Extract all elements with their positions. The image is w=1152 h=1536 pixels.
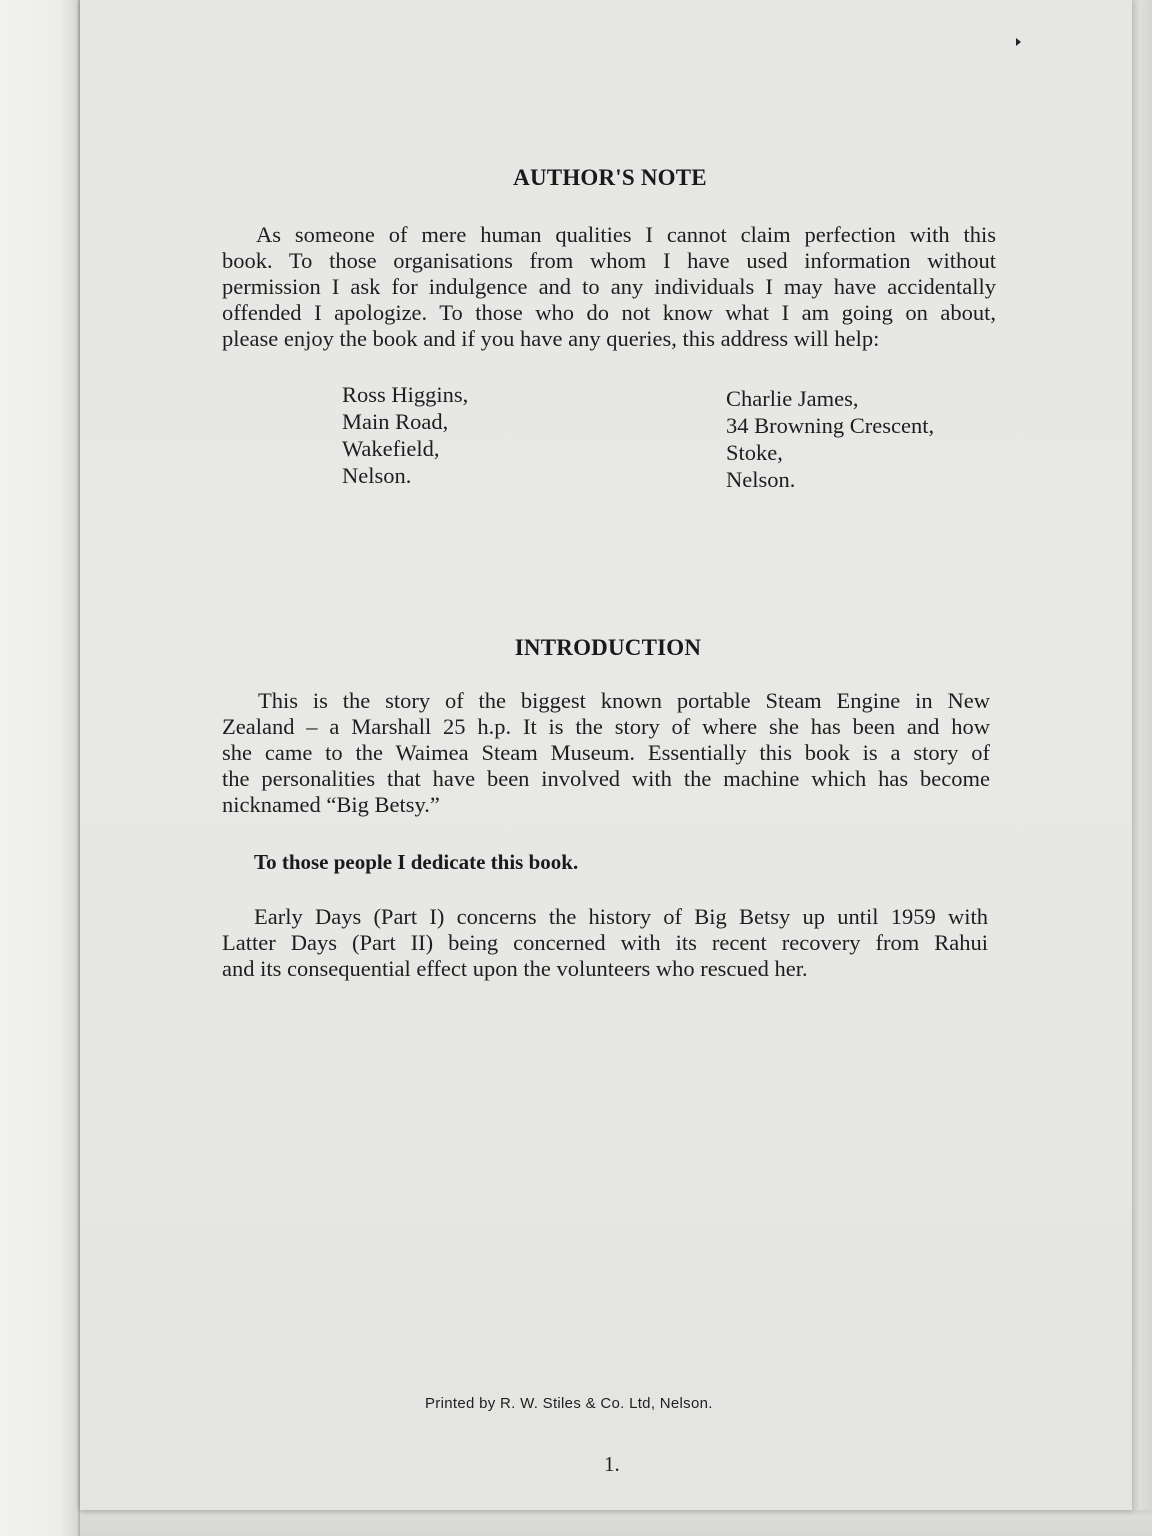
authors-note-paragraph bbox=[222, 222, 996, 352]
parts-paragraph bbox=[222, 904, 988, 982]
introduction-line: This is the story of the biggest known portable Steam Engine in New bbox=[258, 688, 990, 713]
introduction-line: the personalities that have been involved with the machine which has become bbox=[222, 766, 990, 791]
authors-note-line: please enjoy the book and if you have any queries, this address will help: bbox=[222, 326, 880, 351]
address-line: Wakefield, bbox=[342, 436, 440, 461]
address-block-left bbox=[342, 381, 468, 489]
parts-line: Latter Days (Part II) being concerned with its recent recovery from Rahui bbox=[222, 930, 988, 955]
introduction-line: Zealand – a Marshall 25 h.p. It is the story of where she has been and how bbox=[222, 714, 990, 739]
introduction-line: she came to the Waimea Steam Museum. Essentially this book is a story of bbox=[222, 740, 990, 765]
page-bottom-edge bbox=[80, 1510, 1152, 1536]
address-line: Stoke, bbox=[726, 440, 783, 465]
introduction-heading: INTRODUCTION bbox=[514, 635, 702, 660]
printer-credit: Printed by R. W. Stiles & Co. Ltd, Nelson. bbox=[425, 1395, 713, 1412]
address-line: Charlie James, bbox=[726, 386, 859, 411]
authors-note-heading: AUTHOR'S NOTE bbox=[513, 165, 707, 190]
dedication-line: To those people I dedicate this book. bbox=[254, 850, 579, 874]
parts-line: Early Days (Part I) concerns the history of Big Betsy up until 1959 with bbox=[254, 904, 988, 929]
book-page bbox=[80, 0, 1132, 1510]
corner-mark bbox=[1016, 38, 1021, 46]
parts-line: and its consequential effect upon the volunteers who rescued her. bbox=[222, 956, 808, 981]
address-block-right bbox=[726, 385, 934, 493]
address-line: Nelson. bbox=[342, 463, 412, 488]
address-line: Nelson. bbox=[726, 467, 796, 492]
authors-note-line: book. To those organisations from whom I have used information without bbox=[222, 248, 996, 273]
introduction-line: nicknamed “Big Betsy.” bbox=[222, 792, 440, 817]
page-number: 1. bbox=[604, 1452, 620, 1476]
address-line: 34 Browning Crescent, bbox=[726, 413, 935, 438]
authors-note-line: permission I ask for indulgence and to any individuals I may have accidentally bbox=[222, 274, 996, 299]
address-line: Ross Higgins, bbox=[342, 382, 469, 407]
page-right-edge bbox=[1132, 0, 1152, 1536]
introduction-paragraph bbox=[222, 688, 990, 818]
facing-page-edge bbox=[0, 0, 80, 1536]
authors-note-line: offended I apologize. To those who do not know what I am going on about, bbox=[222, 300, 996, 325]
address-line: Main Road, bbox=[342, 409, 449, 434]
authors-note-line: As someone of mere human qualities I cannot claim perfection with this bbox=[256, 222, 996, 247]
